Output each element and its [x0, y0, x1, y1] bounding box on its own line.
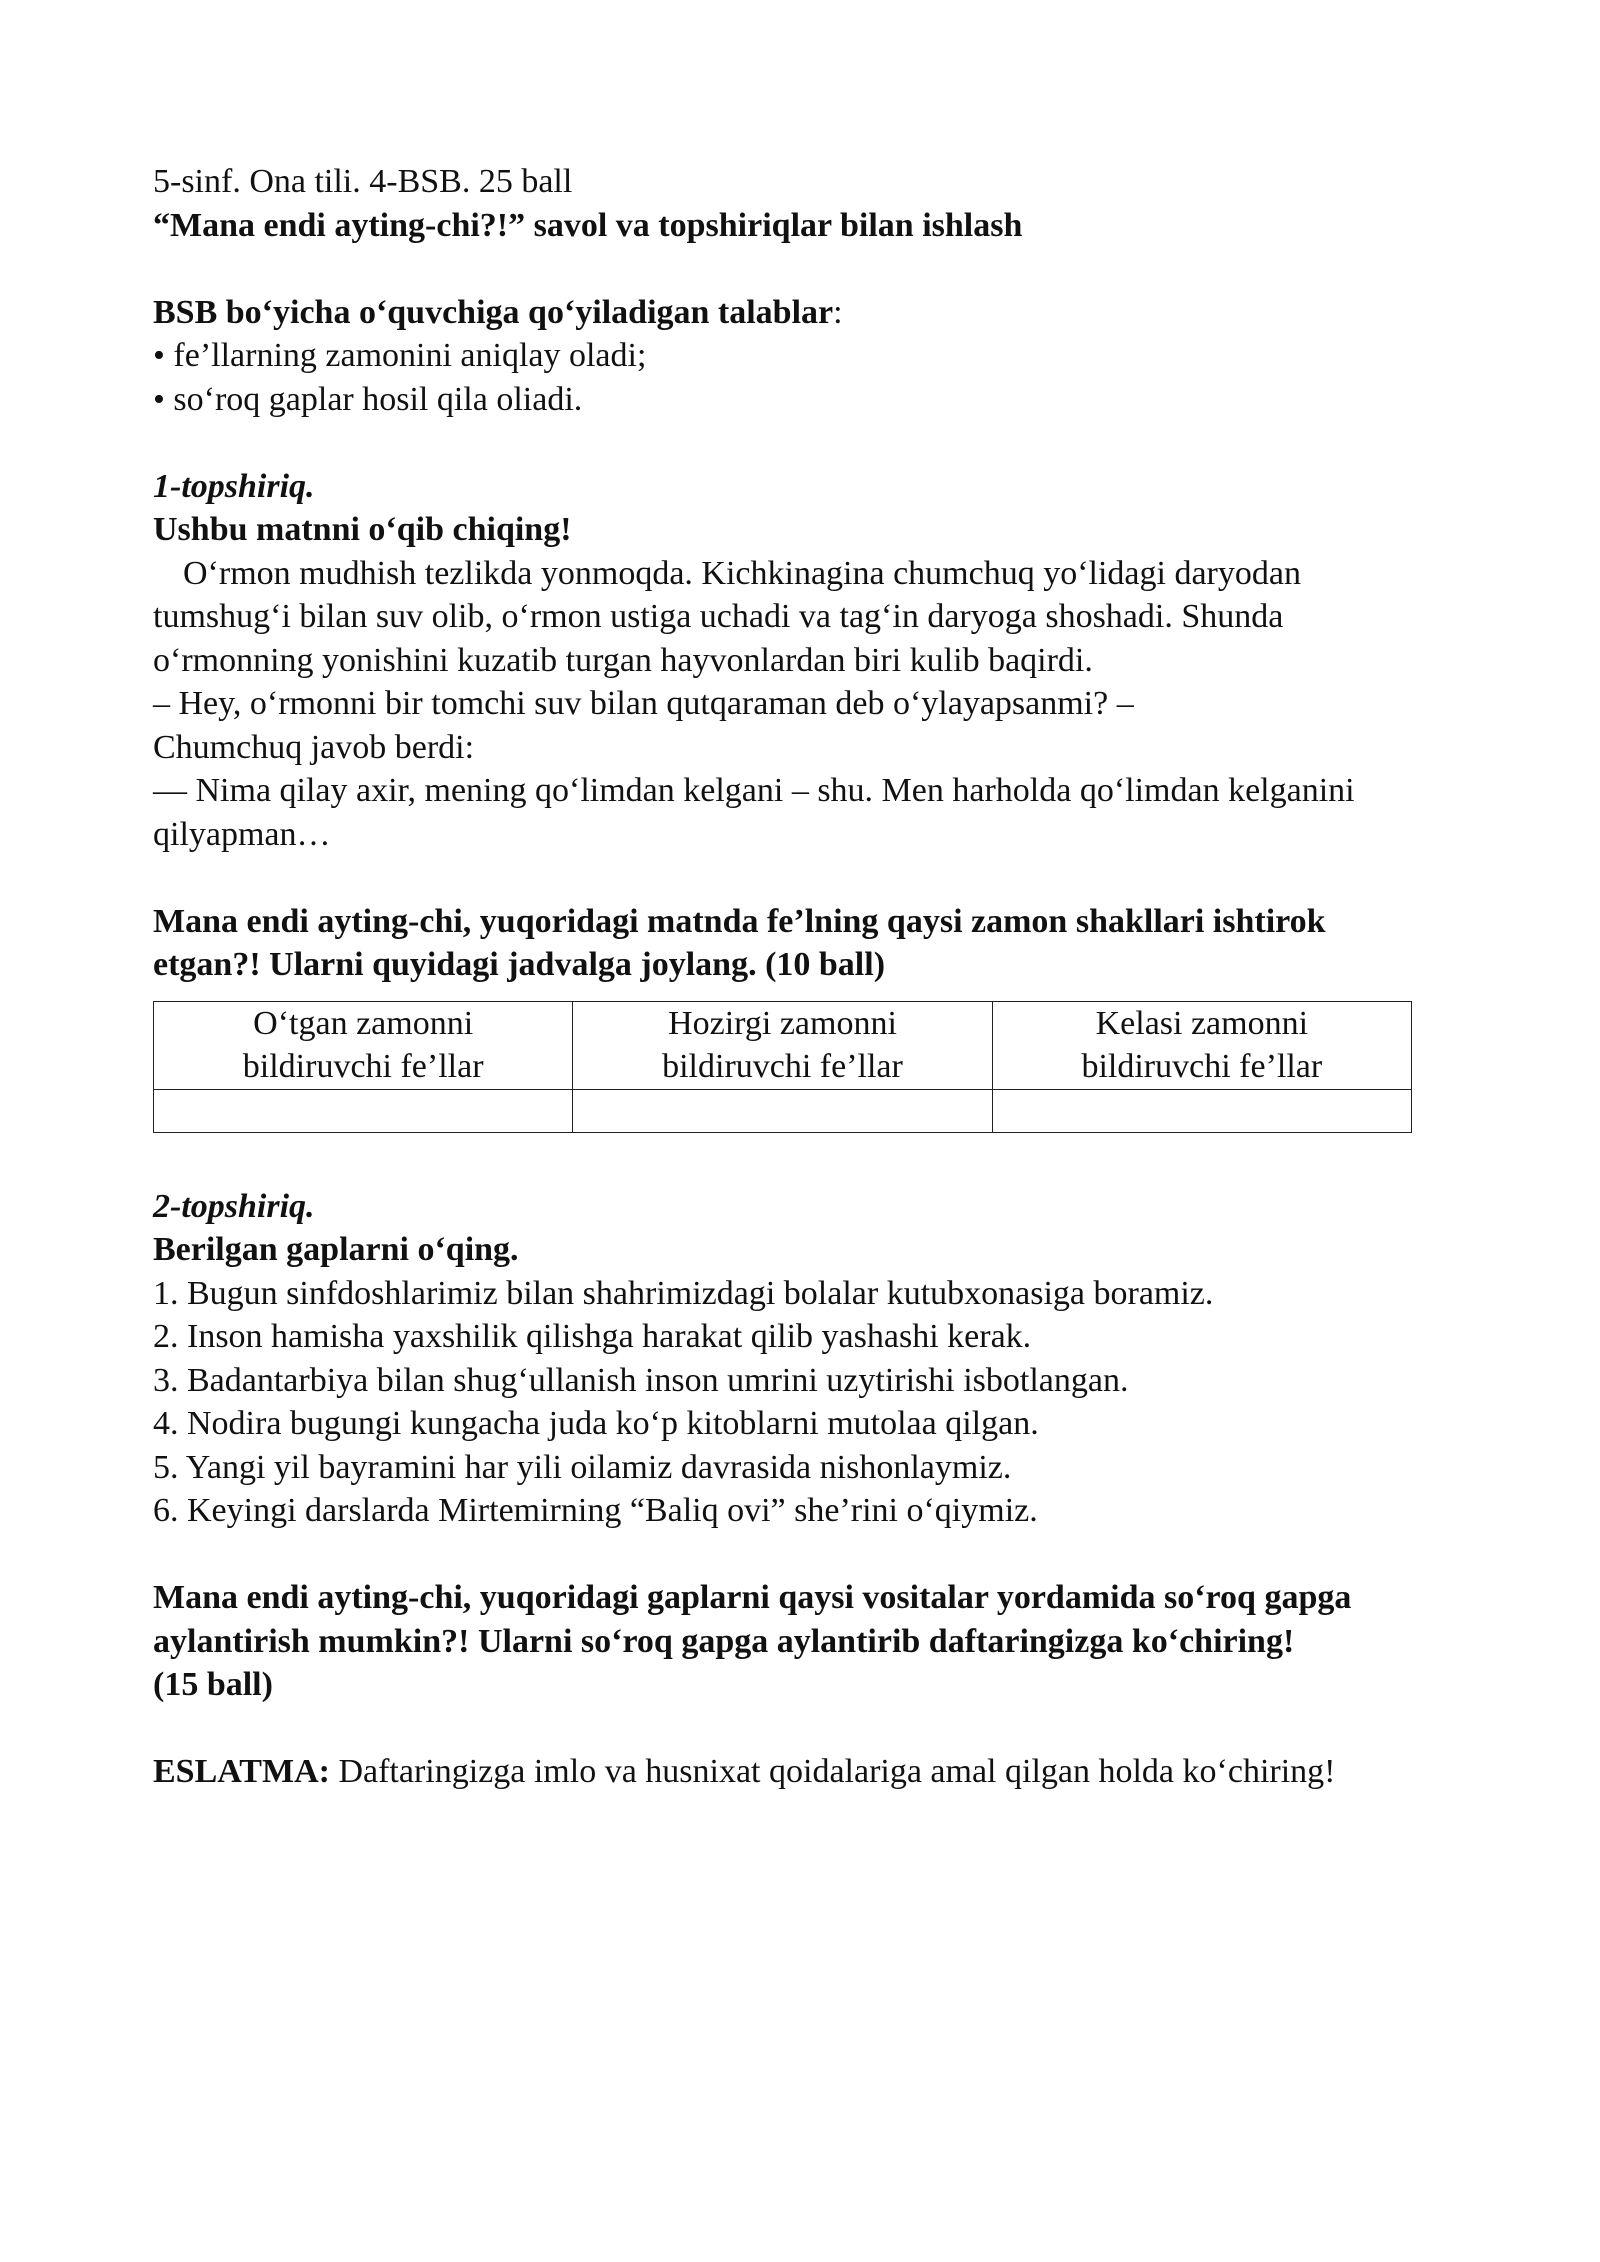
task1-text-line: — Nima qilay axir, mening qo‘limdan kelgani – shu. Men harholda qo‘limdan kelganini: [153, 772, 1355, 809]
header-present-line1: Hozirgi zamonni: [668, 1005, 897, 1042]
note-line: [153, 1750, 1483, 1794]
worksheet-title: “Mana endi ayting-chi?!” savol va topshiriqlar bilan ishlash: [153, 206, 1023, 244]
table-cell-past: [154, 1089, 573, 1132]
task2-question-line: Mana endi ayting-chi, yuqoridagi gaplarni qaysi vositalar yordamida so‘roq gapga: [153, 1579, 1352, 1616]
course-line: 5-sinf. Ona tili. 4-BSB. 25 ball: [153, 163, 573, 200]
task2-sentence: 4. Nodira bugungi kungacha juda ko‘p kitoblarni mutolaa qilgan.: [153, 1405, 1039, 1442]
task2-sentence: 5. Yangi yil bayramini har yili oilamiz davrasida nishonlaymiz.: [153, 1448, 1012, 1486]
verb-tense-table: [153, 1001, 1412, 1133]
task2-label: 2-topshiriq.: [153, 1187, 315, 1225]
table-header-past: [154, 1001, 573, 1089]
header-future-line2: bildiruvchi fe’llar: [1081, 1048, 1323, 1085]
requirements-heading: BSB bo‘yicha o‘quvchiga qo‘yiladigan talablar: [153, 293, 834, 331]
requirement-item: • fe’llarning zamonini aniqlay oladi;: [153, 337, 647, 374]
table-cell-future: [992, 1089, 1411, 1132]
task1-question-line: etgan?! Ularni quyidagi jadvalga joylang. (10 ball): [153, 946, 886, 983]
task1-text-line: O‘rmon mudhish tezlikda yonmoqda. Kichkinagina chumchuq yo‘lidagi daryodan: [183, 554, 1301, 592]
header-past-line2: bildiruvchi fe’llar: [242, 1048, 484, 1085]
task2-question-line: (15 ball): [153, 1666, 273, 1703]
task2-sentence: 2. Inson hamisha yaxshilik qilishga harakat qilib yashashi kerak.: [153, 1318, 1032, 1355]
requirement-item: • so‘roq gaplar hosil qila oliadi.: [153, 380, 583, 418]
task2-sentence: 3. Badantarbiya bilan shug‘ullanish inson umrini uzytirishi isbotlangan.: [153, 1361, 1129, 1399]
table-row: [154, 1089, 1412, 1132]
task1-text-line: o‘rmonning yonishini kuzatib turgan hayvonlardan biri kulib baqirdi.: [153, 641, 1093, 679]
worksheet-page: [153, 160, 1483, 1794]
header-present-line2: bildiruvchi fe’llar: [662, 1048, 903, 1085]
task1-text-line: qilyapman…: [153, 815, 331, 853]
task2-question-line: aylantirish mumkin?! Ularni so‘roq gapga aylantirib daftaringizga ko‘chiring!: [153, 1622, 1295, 1660]
table-cell-present: [573, 1089, 992, 1132]
table-header-future: [992, 1001, 1411, 1089]
task1-text-line: tumshug‘i bilan suv olib, o‘rmon ustiga uchadi va tag‘in daryoga shoshadi. Shunda: [153, 598, 1284, 635]
task1-label: 1-topshiriq.: [153, 467, 315, 505]
task1-text-line: Chumchuq javob berdi:: [153, 728, 475, 766]
task2-sentence: 6. Keyingi darslarda Mirtemirning “Baliq ovi” she’rini o‘qiymiz.: [153, 1492, 1038, 1529]
task1-question-line: Mana endi ayting-chi, yuqoridagi matnda fe’lning qaysi zamon shakllari ishtirok: [153, 902, 1326, 940]
requirements-heading-line: [153, 291, 1483, 335]
task1-instruction: Ushbu matnni o‘qib chiqing!: [153, 511, 572, 548]
note-label: ESLATMA:: [153, 1753, 330, 1790]
header-past-line1: O‘tgan zamonni: [253, 1005, 474, 1042]
table-header-present: [573, 1001, 992, 1089]
task2-sentence: 1. Bugun sinfdoshlarimiz bilan shahrimizdagi bolalar kutubxonasiga boramiz.: [153, 1274, 1214, 1312]
note-text: Daftaringizga imlo va husnixat qoidalariga amal qilgan holda ko‘chiring!: [329, 1753, 1336, 1790]
requirements-heading-colon: :: [833, 293, 843, 331]
task2-instruction: Berilgan gaplarni o‘qing.: [153, 1231, 519, 1268]
header-future-line1: Kelasi zamonni: [1095, 1005, 1309, 1042]
task1-text-line: – Hey, o‘rmonni bir tomchi suv bilan qutqaraman deb o‘ylayapsanmi? –: [153, 685, 1134, 722]
table-header-row: [154, 1001, 1412, 1089]
